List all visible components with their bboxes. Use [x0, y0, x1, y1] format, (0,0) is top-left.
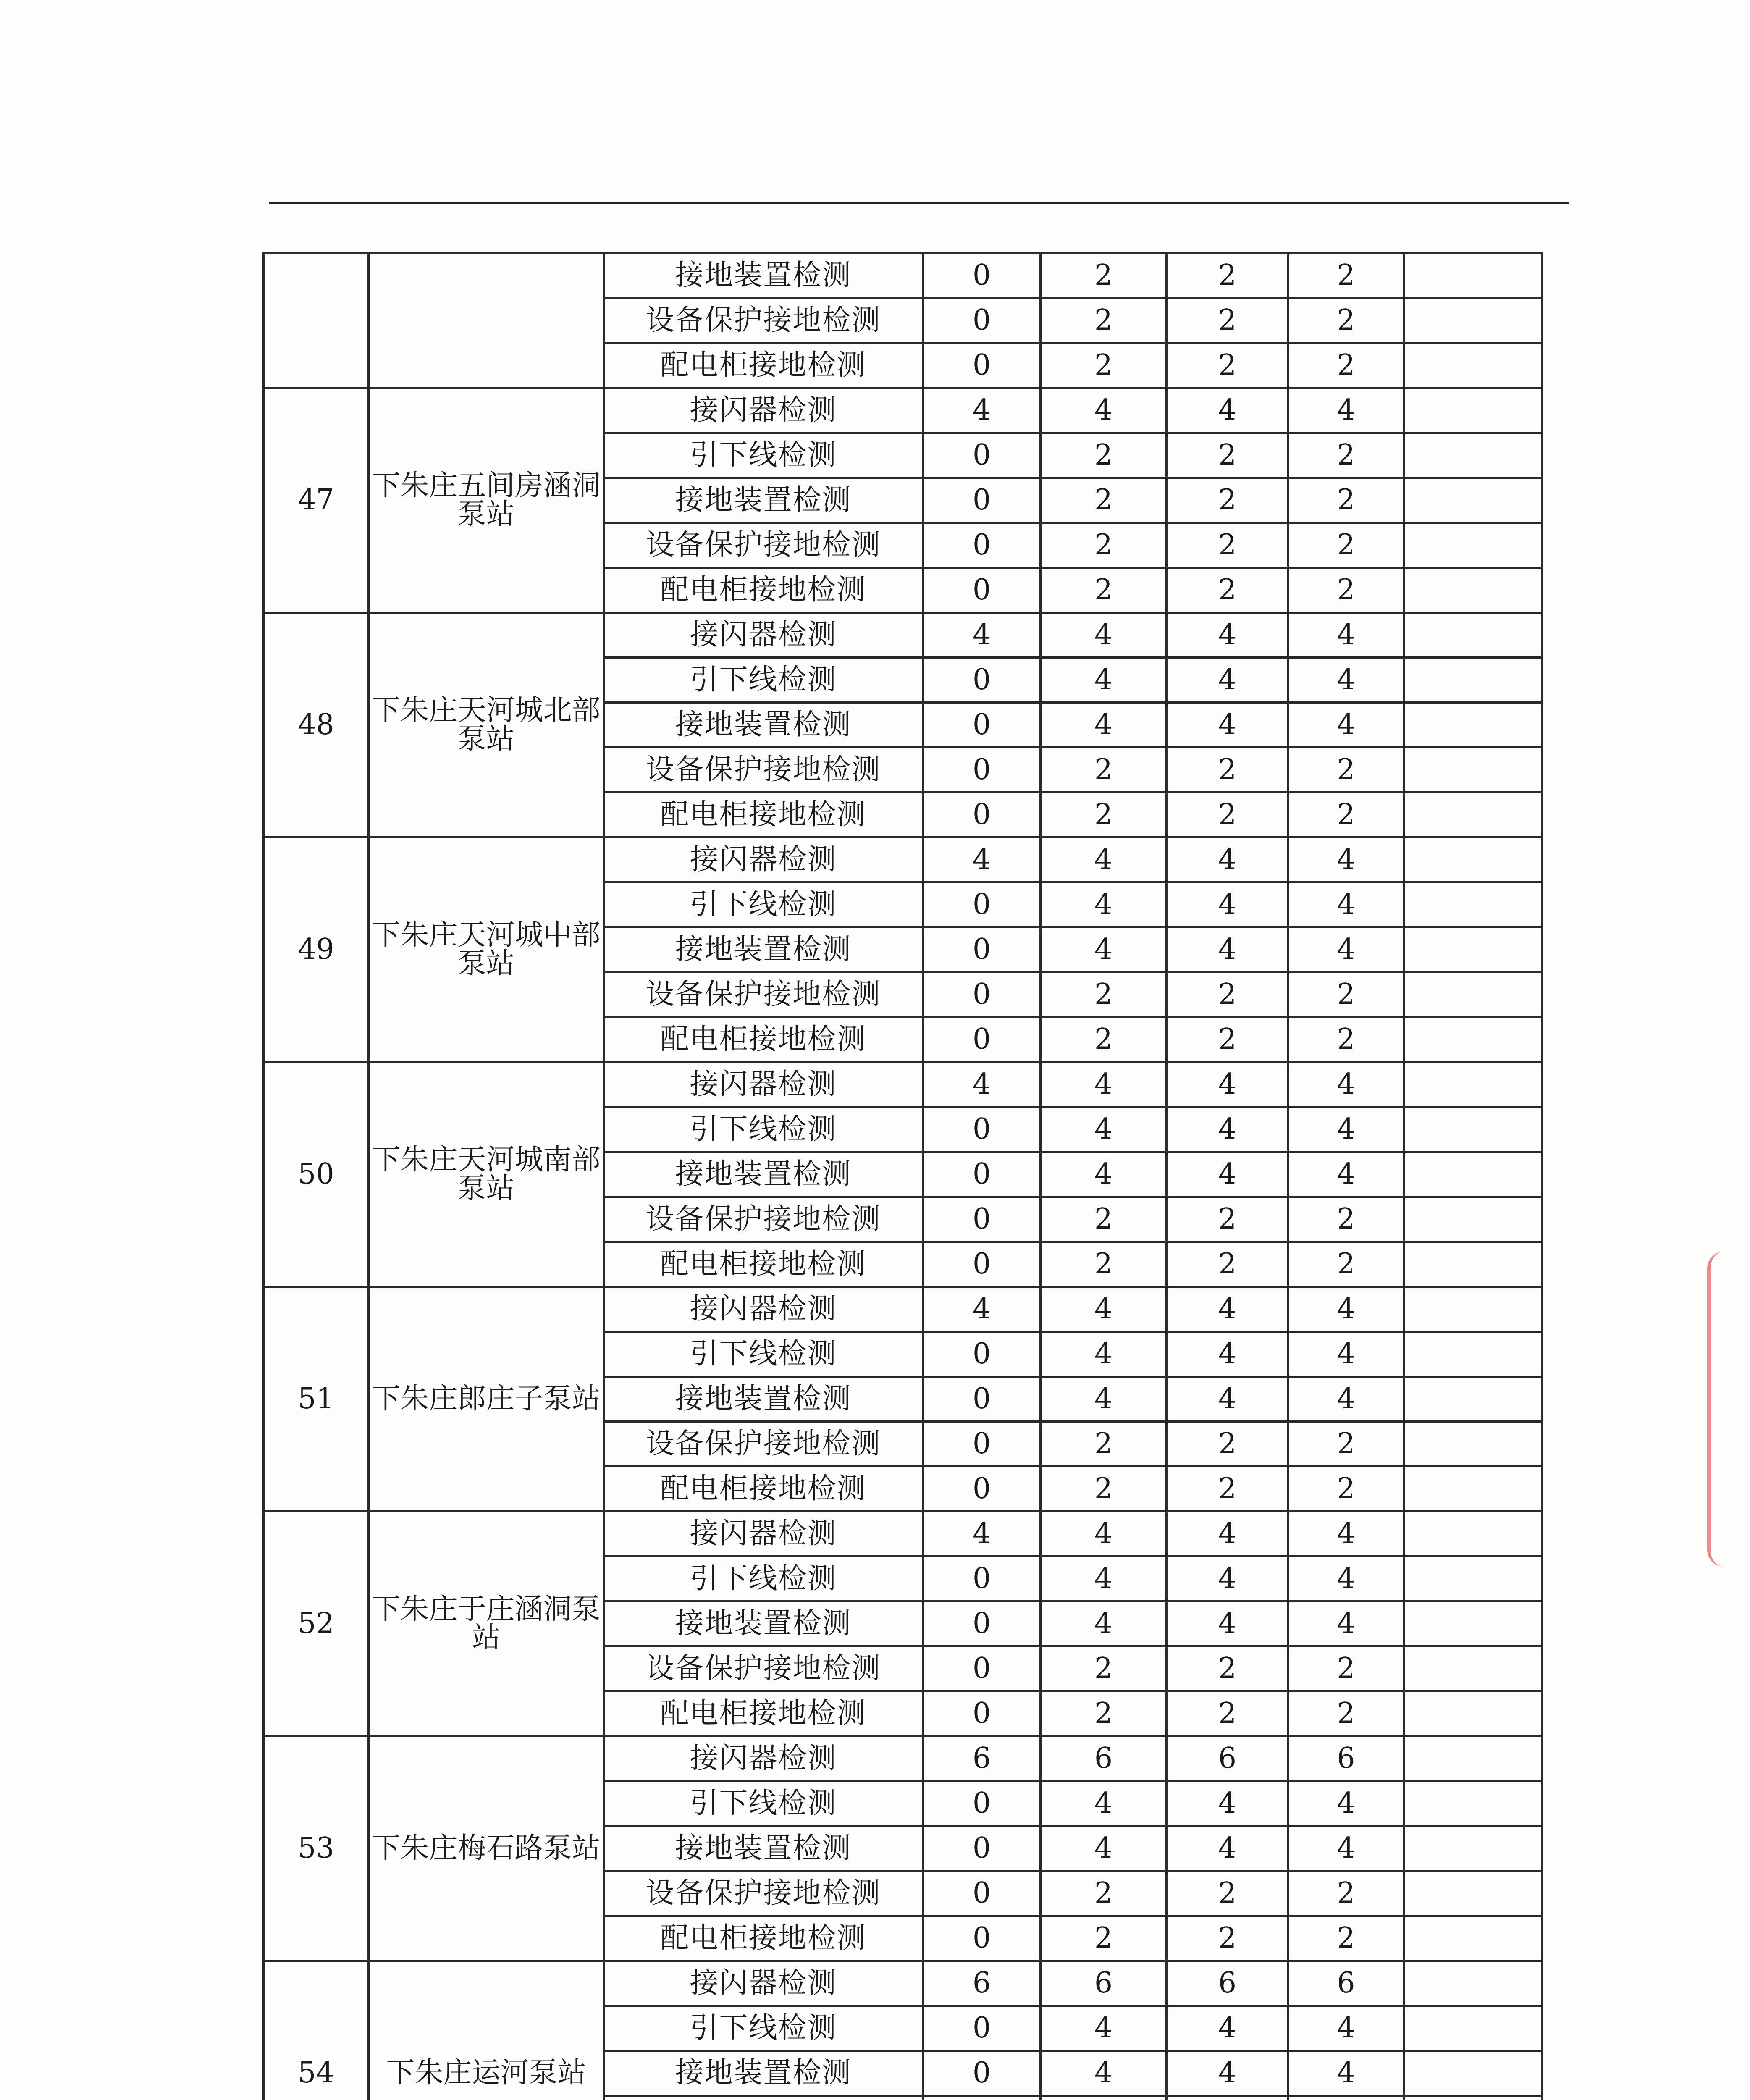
value-cell [1404, 1152, 1543, 1197]
station-name: 下朱庄天河城中部泵站 [369, 837, 604, 1062]
value-cell: 0 [923, 1691, 1041, 1736]
item-cell: 设备保护接地检测 [604, 298, 923, 343]
item-cell: 接地装置检测 [604, 703, 923, 748]
value-cell: 0 [923, 1601, 1041, 1646]
value-cell: 0 [923, 2051, 1041, 2096]
item-cell: 设备保护接地检测 [604, 1197, 923, 1242]
value-cell: 2 [1288, 1242, 1404, 1287]
value-cell: 4 [1041, 1287, 1167, 1332]
value-cell: 4 [1288, 658, 1404, 703]
value-cell: 4 [1167, 1781, 1288, 1826]
value-cell: 0 [923, 1377, 1041, 1422]
value-cell: 4 [1041, 1557, 1167, 1601]
station-name: 下朱庄郎庄子泵站 [369, 1287, 604, 1512]
value-cell: 2 [1288, 1017, 1404, 1062]
value-cell [1404, 1107, 1543, 1152]
value-cell: 2 [1041, 523, 1167, 568]
value-cell: 2 [1167, 1691, 1288, 1736]
value-cell: 0 [923, 1107, 1041, 1152]
value-cell: 2 [1041, 568, 1167, 613]
value-cell [1404, 1332, 1543, 1377]
value-cell: 4 [1167, 927, 1288, 972]
value-cell [1404, 972, 1543, 1017]
value-cell: 0 [923, 1332, 1041, 1377]
table-row [264, 253, 1543, 298]
item-cell: 设备保护接地检测 [604, 523, 923, 568]
value-cell: 4 [1041, 1062, 1167, 1107]
value-cell [1404, 1557, 1543, 1601]
value-cell: 2 [1167, 298, 1288, 343]
value-cell: 2 [1167, 253, 1288, 298]
item-cell: 配电柜接地检测 [604, 1916, 923, 1961]
value-cell: 0 [923, 433, 1041, 478]
value-cell: 2 [1167, 1422, 1288, 1467]
item-cell: 引下线检测 [604, 2006, 923, 2051]
item-cell: 接闪器检测 [604, 837, 923, 882]
station-index: 52 [264, 1512, 369, 1736]
value-cell: 0 [923, 2006, 1041, 2051]
value-cell: 4 [1167, 1601, 1288, 1646]
value-cell [1404, 388, 1543, 433]
value-cell: 2 [1288, 343, 1404, 388]
station-name: 下朱庄五间房涵洞泵站 [369, 388, 604, 613]
value-cell: 4 [1288, 1377, 1404, 1422]
value-cell [1404, 1736, 1543, 1781]
value-cell: 4 [1041, 837, 1167, 882]
value-cell: 6 [1167, 1961, 1288, 2006]
value-cell: 0 [923, 253, 1041, 298]
value-cell: 2 [1041, 1646, 1167, 1691]
station-index: 48 [264, 613, 369, 837]
value-cell [1404, 1961, 1543, 2006]
item-cell [604, 2096, 923, 2100]
value-cell [1404, 1691, 1543, 1736]
value-cell: 4 [1041, 703, 1167, 748]
value-cell: 2 [1288, 748, 1404, 793]
value-cell: 0 [923, 1557, 1041, 1601]
item-cell: 接闪器检测 [604, 613, 923, 658]
value-cell: 2 [1288, 793, 1404, 837]
value-cell: 2 [1041, 793, 1167, 837]
value-cell: 2 [1288, 1691, 1404, 1736]
station-name: 下朱庄梅石路泵站 [369, 1736, 604, 1961]
value-cell [1404, 1017, 1543, 1062]
value-cell: 4 [1167, 388, 1288, 433]
value-cell: 4 [1041, 1512, 1167, 1557]
value-cell: 2 [1167, 793, 1288, 837]
value-cell: 4 [1167, 2006, 1288, 2051]
value-cell: 2 [1041, 253, 1167, 298]
value-cell: 2 [1288, 1646, 1404, 1691]
value-cell [923, 2096, 1041, 2100]
value-cell [1404, 1197, 1543, 1242]
value-cell: 2 [1167, 568, 1288, 613]
station-index: 47 [264, 388, 369, 613]
value-cell: 6 [1041, 1736, 1167, 1781]
value-cell: 2 [1041, 1916, 1167, 1961]
detection-table [262, 252, 1543, 2100]
value-cell: 4 [923, 1512, 1041, 1557]
value-cell: 2 [1288, 1916, 1404, 1961]
table-row [264, 1961, 1543, 2006]
value-cell: 4 [1288, 1557, 1404, 1601]
value-cell: 0 [923, 1781, 1041, 1826]
value-cell: 2 [1288, 1871, 1404, 1916]
value-cell: 2 [1041, 1467, 1167, 1512]
value-cell: 2 [1167, 523, 1288, 568]
value-cell: 2 [1288, 298, 1404, 343]
value-cell: 2 [1288, 253, 1404, 298]
value-cell [1404, 433, 1543, 478]
value-cell: 0 [923, 793, 1041, 837]
value-cell: 4 [1167, 1377, 1288, 1422]
value-cell: 2 [1288, 433, 1404, 478]
value-cell [1404, 298, 1543, 343]
value-cell: 4 [1288, 2051, 1404, 2096]
value-cell: 4 [1167, 1107, 1288, 1152]
value-cell: 0 [923, 298, 1041, 343]
value-cell: 2 [1041, 1871, 1167, 1916]
value-cell: 0 [923, 478, 1041, 523]
item-cell: 引下线检测 [604, 882, 923, 927]
value-cell: 2 [1288, 1467, 1404, 1512]
item-cell: 设备保护接地检测 [604, 1422, 923, 1467]
value-cell [1404, 253, 1543, 298]
value-cell: 2 [1167, 1871, 1288, 1916]
value-cell: 4 [1288, 837, 1404, 882]
value-cell [1404, 1512, 1543, 1557]
value-cell [1041, 2096, 1167, 2100]
value-cell: 2 [1167, 343, 1288, 388]
value-cell: 2 [1041, 1242, 1167, 1287]
value-cell: 4 [1167, 837, 1288, 882]
item-cell: 设备保护接地检测 [604, 748, 923, 793]
item-cell: 接闪器检测 [604, 1961, 923, 2006]
value-cell: 4 [1288, 388, 1404, 433]
value-cell: 4 [1167, 1062, 1288, 1107]
value-cell: 0 [923, 523, 1041, 568]
value-cell: 4 [1288, 703, 1404, 748]
value-cell: 0 [923, 568, 1041, 613]
value-cell: 2 [1041, 1017, 1167, 1062]
value-cell [1404, 1287, 1543, 1332]
item-cell: 接闪器检测 [604, 1512, 923, 1557]
value-cell: 0 [923, 1422, 1041, 1467]
value-cell: 6 [1041, 1961, 1167, 2006]
station-name: 下朱庄于庄涵洞泵站 [369, 1512, 604, 1736]
value-cell: 4 [1288, 1826, 1404, 1871]
value-cell: 2 [1167, 1017, 1288, 1062]
value-cell [1404, 837, 1543, 882]
value-cell: 4 [1167, 1557, 1288, 1601]
value-cell [1404, 1646, 1543, 1691]
item-cell: 设备保护接地检测 [604, 1646, 923, 1691]
value-cell [1404, 1871, 1543, 1916]
item-cell: 接闪器检测 [604, 1062, 923, 1107]
value-cell: 4 [923, 837, 1041, 882]
value-cell: 4 [1167, 1287, 1288, 1332]
value-cell: 2 [1167, 748, 1288, 793]
value-cell: 4 [1041, 1107, 1167, 1152]
station-index: 53 [264, 1736, 369, 1961]
item-cell: 配电柜接地检测 [604, 1467, 923, 1512]
value-cell [1404, 613, 1543, 658]
value-cell [1404, 658, 1543, 703]
item-cell: 接地装置检测 [604, 1152, 923, 1197]
table-row [264, 613, 1543, 658]
item-cell: 配电柜接地检测 [604, 1017, 923, 1062]
value-cell: 6 [923, 1961, 1041, 2006]
item-cell: 接闪器检测 [604, 388, 923, 433]
value-cell: 4 [1167, 2051, 1288, 2096]
value-cell [1404, 1242, 1543, 1287]
value-cell: 4 [1041, 613, 1167, 658]
item-cell: 接地装置检测 [604, 927, 923, 972]
item-cell: 设备保护接地检测 [604, 972, 923, 1017]
value-cell: 6 [923, 1736, 1041, 1781]
value-cell: 2 [1041, 1197, 1167, 1242]
value-cell [1404, 2096, 1543, 2100]
item-cell: 接地装置检测 [604, 2051, 923, 2096]
value-cell: 4 [1288, 1287, 1404, 1332]
value-cell [1404, 927, 1543, 972]
table-row [264, 1287, 1543, 1332]
table-row [264, 1512, 1543, 1557]
value-cell: 4 [1288, 1781, 1404, 1826]
value-cell [1404, 1422, 1543, 1467]
value-cell: 2 [1288, 1197, 1404, 1242]
value-cell: 0 [923, 1916, 1041, 1961]
table-body [264, 253, 1543, 2100]
value-cell [1404, 793, 1543, 837]
value-cell: 4 [1167, 1826, 1288, 1871]
value-cell: 4 [1041, 1377, 1167, 1422]
value-cell: 4 [1167, 703, 1288, 748]
value-cell: 4 [1167, 1152, 1288, 1197]
value-cell: 2 [1167, 1197, 1288, 1242]
value-cell: 2 [1167, 1242, 1288, 1287]
value-cell: 4 [1288, 1601, 1404, 1646]
item-cell: 引下线检测 [604, 1781, 923, 1826]
value-cell: 4 [1288, 2006, 1404, 2051]
table-row [264, 1062, 1543, 1107]
value-cell: 4 [923, 613, 1041, 658]
value-cell: 4 [1288, 1332, 1404, 1377]
value-cell: 4 [1041, 388, 1167, 433]
value-cell: 2 [1041, 433, 1167, 478]
index-cell-blank [264, 253, 369, 388]
value-cell [1404, 1467, 1543, 1512]
station-name: 下朱庄天河城北部泵站 [369, 613, 604, 837]
value-cell: 0 [923, 972, 1041, 1017]
seal-stamp-fragment [1707, 1252, 1750, 1567]
value-cell [1404, 2006, 1543, 2051]
value-cell: 0 [923, 748, 1041, 793]
item-cell: 引下线检测 [604, 433, 923, 478]
value-cell [1404, 568, 1543, 613]
item-cell: 配电柜接地检测 [604, 793, 923, 837]
value-cell: 0 [923, 703, 1041, 748]
value-cell: 2 [1041, 478, 1167, 523]
value-cell: 0 [923, 1826, 1041, 1871]
item-cell: 配电柜接地检测 [604, 1691, 923, 1736]
value-cell: 4 [1041, 658, 1167, 703]
station-index: 50 [264, 1062, 369, 1287]
item-cell: 接地装置检测 [604, 1601, 923, 1646]
value-cell: 4 [1288, 1107, 1404, 1152]
value-cell: 0 [923, 1017, 1041, 1062]
station-name: 下朱庄运河泵站 [369, 1961, 604, 2100]
value-cell: 2 [1167, 478, 1288, 523]
item-cell: 引下线检测 [604, 1107, 923, 1152]
value-cell: 4 [1041, 882, 1167, 927]
value-cell: 4 [923, 388, 1041, 433]
value-cell [1404, 1826, 1543, 1871]
value-cell: 0 [923, 1242, 1041, 1287]
value-cell [1404, 343, 1543, 388]
value-cell: 2 [1288, 1422, 1404, 1467]
station-index: 49 [264, 837, 369, 1062]
value-cell [1404, 1916, 1543, 1961]
value-cell: 4 [923, 1287, 1041, 1332]
value-cell: 4 [1041, 1152, 1167, 1197]
value-cell [1404, 1377, 1543, 1422]
value-cell [1404, 703, 1543, 748]
value-cell: 2 [1041, 748, 1167, 793]
value-cell [1404, 1781, 1543, 1826]
value-cell: 4 [1288, 927, 1404, 972]
value-cell: 6 [1167, 1736, 1288, 1781]
value-cell: 0 [923, 658, 1041, 703]
item-cell: 接地装置检测 [604, 1826, 923, 1871]
item-cell: 接地装置检测 [604, 1377, 923, 1422]
value-cell: 4 [1167, 658, 1288, 703]
item-cell: 引下线检测 [604, 1332, 923, 1377]
value-cell: 4 [1288, 613, 1404, 658]
value-cell: 0 [923, 927, 1041, 972]
value-cell: 2 [1167, 1916, 1288, 1961]
value-cell [1404, 1062, 1543, 1107]
item-cell: 接闪器检测 [604, 1736, 923, 1781]
value-cell: 0 [923, 882, 1041, 927]
value-cell: 4 [1041, 1332, 1167, 1377]
item-cell: 设备保护接地检测 [604, 1871, 923, 1916]
value-cell: 0 [923, 1467, 1041, 1512]
value-cell: 6 [1288, 1961, 1404, 2006]
item-cell: 接闪器检测 [604, 1287, 923, 1332]
table-row [264, 388, 1543, 433]
value-cell: 4 [1041, 2051, 1167, 2096]
value-cell: 4 [1167, 613, 1288, 658]
value-cell: 2 [1041, 298, 1167, 343]
value-cell: 0 [923, 1871, 1041, 1916]
value-cell: 6 [1288, 1736, 1404, 1781]
value-cell: 2 [1167, 972, 1288, 1017]
value-cell: 0 [923, 343, 1041, 388]
value-cell: 4 [1041, 1601, 1167, 1646]
item-cell: 配电柜接地检测 [604, 568, 923, 613]
value-cell: 4 [1167, 1512, 1288, 1557]
value-cell [1167, 2096, 1288, 2100]
value-cell: 4 [923, 1062, 1041, 1107]
value-cell [1288, 2096, 1404, 2100]
value-cell: 2 [1167, 1646, 1288, 1691]
value-cell: 2 [1041, 343, 1167, 388]
value-cell: 2 [1167, 433, 1288, 478]
station-index: 51 [264, 1287, 369, 1512]
value-cell: 2 [1288, 478, 1404, 523]
value-cell [1404, 523, 1543, 568]
header-rule [269, 202, 1569, 204]
value-cell: 4 [1288, 1152, 1404, 1197]
value-cell: 4 [1041, 927, 1167, 972]
item-cell: 接地装置检测 [604, 253, 923, 298]
value-cell: 2 [1041, 972, 1167, 1017]
item-cell: 引下线检测 [604, 1557, 923, 1601]
value-cell: 4 [1288, 1512, 1404, 1557]
item-cell: 配电柜接地检测 [604, 343, 923, 388]
value-cell: 4 [1041, 1781, 1167, 1826]
value-cell: 4 [1041, 2006, 1167, 2051]
item-cell: 接地装置检测 [604, 478, 923, 523]
value-cell: 2 [1167, 1467, 1288, 1512]
table-row [264, 837, 1543, 882]
value-cell: 0 [923, 1646, 1041, 1691]
value-cell: 2 [1288, 568, 1404, 613]
value-cell: 4 [1167, 882, 1288, 927]
value-cell: 4 [1288, 882, 1404, 927]
name-cell-blank [369, 253, 604, 388]
value-cell: 0 [923, 1197, 1041, 1242]
station-index: 54 [264, 1961, 369, 2100]
table-row [264, 1736, 1543, 1781]
value-cell [1404, 748, 1543, 793]
item-cell: 引下线检测 [604, 658, 923, 703]
value-cell [1404, 1601, 1543, 1646]
value-cell: 2 [1041, 1691, 1167, 1736]
value-cell: 4 [1288, 1062, 1404, 1107]
value-cell [1404, 478, 1543, 523]
value-cell: 2 [1041, 1422, 1167, 1467]
value-cell: 2 [1288, 972, 1404, 1017]
value-cell: 4 [1041, 1826, 1167, 1871]
value-cell: 4 [1167, 1332, 1288, 1377]
value-cell [1404, 882, 1543, 927]
item-cell: 配电柜接地检测 [604, 1242, 923, 1287]
value-cell [1404, 2051, 1543, 2096]
value-cell: 0 [923, 1152, 1041, 1197]
station-name: 下朱庄天河城南部泵站 [369, 1062, 604, 1287]
value-cell: 2 [1288, 523, 1404, 568]
